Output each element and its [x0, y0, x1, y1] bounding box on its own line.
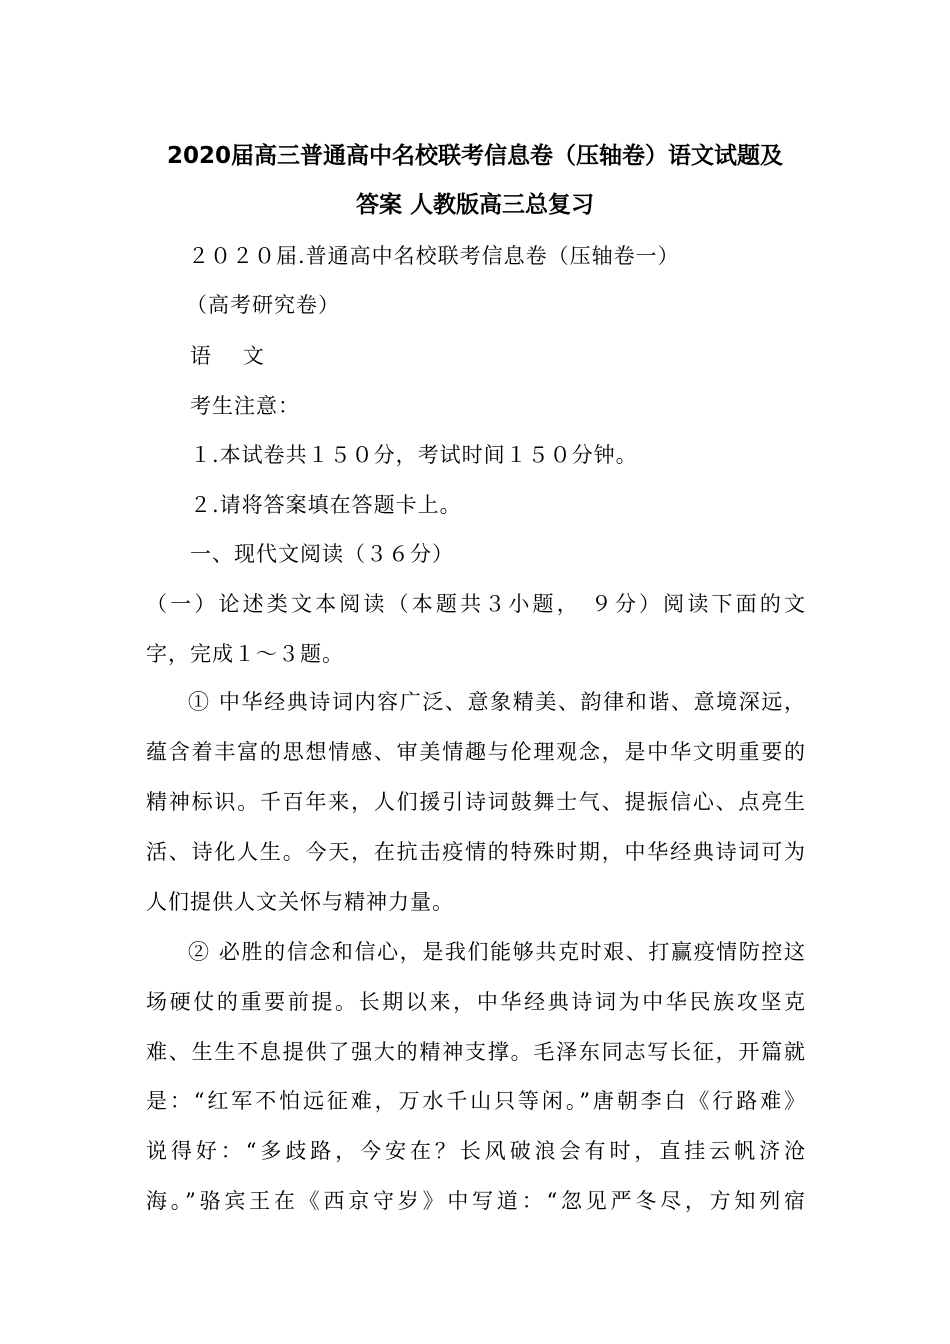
- paragraph-2-line-5: 说得好：“多歧路，今安在？长风破浪会有时，直挂云帆济沧: [146, 1139, 806, 1163]
- paragraph-1-line-3: 精神标识。千百年来，人们援引诗词鼓舞士气、提振信心、点亮生: [146, 790, 806, 814]
- notice-heading: 考生注意：: [190, 394, 300, 418]
- paragraph-1-line-5: 人们提供人文关怀与精神力量。: [146, 890, 454, 914]
- paragraph-1-line-2: 蕴含着丰富的思想情感、审美情趣与伦理观念，是中华文明重要的: [146, 740, 806, 764]
- document-title-line-1: 2020届高三普通高中名校联考信息卷（压轴卷）语文试题及: [166, 143, 783, 169]
- notice-item-1: １.本试卷共１５０分，考试时间１５０分钟。: [190, 443, 638, 467]
- paragraph-1-line-4: 活、诗化人生。今天，在抗击疫情的特殊时期，中华经典诗词可为: [146, 840, 806, 864]
- paragraph-2-line-6: 海。”骆宾王在《西京守岁》中写道：“忽见严冬尽，方知列宿: [146, 1189, 806, 1213]
- document-title-line-2: 答案 人教版高三总复习: [355, 192, 594, 218]
- paragraph-2-line-2: 场硬仗的重要前提。长期以来，中华经典诗词为中华民族攻坚克: [146, 990, 806, 1014]
- notice-item-2: ２.请将答案填在答题卡上。: [190, 493, 462, 517]
- exam-type: （高考研究卷）: [186, 293, 340, 317]
- paragraph-2-line-1: ② 必胜的信念和信心，是我们能够共克时艰、打赢疫情防控这: [188, 940, 806, 964]
- subsection-line-1: （一）论述类文本阅读（本题共３小题， ９分）阅读下面的文: [146, 592, 806, 616]
- exam-name: ２０２０届.普通高中名校联考信息卷（压轴卷一）: [188, 244, 680, 268]
- section-heading: 一、现代文阅读（３６分）: [190, 542, 454, 566]
- subsection-line-2: 字，完成１～３题。: [146, 642, 344, 666]
- paragraph-2-line-4: 是：“红军不怕远征难，万水千山只等闲。”唐朝李白《行路难》: [146, 1089, 806, 1113]
- paragraph-2-line-3: 难、生生不息提供了强大的精神支撑。毛泽东同志写长征，开篇就: [146, 1040, 806, 1064]
- paragraph-1-line-1: ① 中华经典诗词内容广泛、意象精美、韵律和谐、意境深远，: [188, 690, 806, 714]
- subject-heading: 语 文: [190, 344, 265, 368]
